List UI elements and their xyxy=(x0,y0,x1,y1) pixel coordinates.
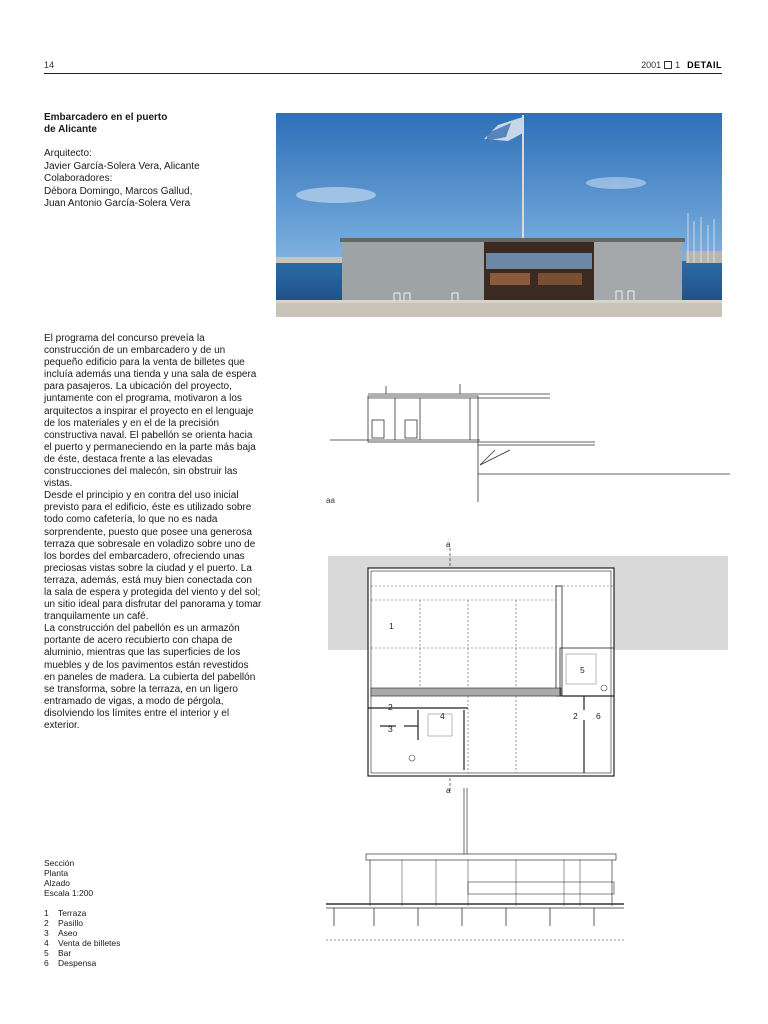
section-drawing xyxy=(330,384,730,502)
room-label: 5 xyxy=(580,665,585,675)
architectural-drawings xyxy=(320,380,740,955)
body-paragraph: La construcción del pabellón es un armazón portante de acero recubierto con chapa de aluminio, mientras que las superficies de los muebles y de los pavimentos están revestidos en paneles de madera. La cubierta del pabellón se transforma, sobre la terraza, en un ligero entramado de vigas, a modo de pérgola, disolviendo los límites entre el interior y el exterior. xyxy=(44,623,256,731)
header-rule xyxy=(44,73,722,74)
project-title xyxy=(44,112,244,136)
cut-marker-top: a xyxy=(446,540,451,549)
room-label: 2 xyxy=(573,711,578,721)
magazine-brand: DETAIL xyxy=(687,60,722,70)
room-label: 6 xyxy=(596,711,601,721)
page-number: 14 xyxy=(44,60,55,70)
project-title-line-1: Embarcadero en el puerto xyxy=(44,112,168,123)
cut-marker-bottom: a xyxy=(446,786,451,795)
legend-item: 6 Despensa xyxy=(44,958,97,968)
caption-line: Escala 1:200 xyxy=(44,888,94,898)
legend-list xyxy=(44,908,120,968)
legend-item: 5 Bar xyxy=(44,948,72,958)
caption-line: Planta xyxy=(44,868,69,878)
body-paragraph: El programa del concurso preveía la construcción de un embarcadero y de un pequeño edificio para la venta de billetes que incluía además una tienda y una sala de espera para pasajeros. La ubicación del proyecto, juntamente con el programa, motivaron a los arquitectos a inspirar el proyecto en el lenguaje de los materiales y en el de la precisión constructiva naval. El pabellón se orienta hacia el puerto y permaneciendo en la parte más baja de éste, destaca frente a las elevadas construcciones del malecón, sin obstruir las vistas. xyxy=(44,333,257,490)
issue-info xyxy=(641,60,722,70)
drawing-legend xyxy=(44,858,120,968)
plan-drawing xyxy=(328,548,728,792)
credit-line: Juan Antonio García-Solera Vera xyxy=(44,198,191,209)
room-label: 3 xyxy=(388,724,393,734)
issue-separator-box xyxy=(664,61,672,69)
section-label: aa xyxy=(326,496,335,505)
legend-item: 2 Pasillo xyxy=(44,918,84,928)
legend-item: 1 Terraza xyxy=(44,908,87,918)
project-credits xyxy=(44,148,254,211)
caption-line: Alzado xyxy=(44,878,70,888)
credit-line: Colaboradores: xyxy=(44,173,113,184)
issue-year: 2001 xyxy=(641,60,662,70)
article-body xyxy=(44,333,262,732)
credit-line: Javier García-Solera Vera, Alicante xyxy=(44,160,200,172)
legend-item: 3 Aseo xyxy=(44,928,78,938)
credit-line: Arquitecto: xyxy=(44,148,92,159)
issue-number: 1 xyxy=(675,60,681,70)
legend-captions xyxy=(44,858,120,898)
credit-line: Débora Domingo, Marcos Gallud, xyxy=(44,185,193,197)
room-label: 4 xyxy=(440,711,445,721)
room-label: 2 xyxy=(388,702,393,712)
caption-line: Sección xyxy=(44,858,75,868)
elevation-drawing xyxy=(326,788,624,940)
project-title-line-2: de Alicante xyxy=(44,124,97,135)
legend-item: 4 Venta de billetes xyxy=(44,938,121,948)
room-label: 1 xyxy=(389,621,394,631)
body-paragraph: Desde el principio y en contra del uso inicial previsto para el edificio, éste es utilizado sobre todo como cafetería, lo que no es nada sorprendente, puesto que posee una generosa terraza que sobresale en voladizo sobre uno de los bordes del embarcadero, ofreciendo unas preciosas vistas sobre la ciudad y el puerto. La terraza, además, está muy bien conectada con la sala de espera y protegida del viento y del sol; un sitio ideal para disfrutar del panorama y tomar tranquilamente un café. xyxy=(44,490,262,623)
pavilion-photo xyxy=(276,113,722,317)
